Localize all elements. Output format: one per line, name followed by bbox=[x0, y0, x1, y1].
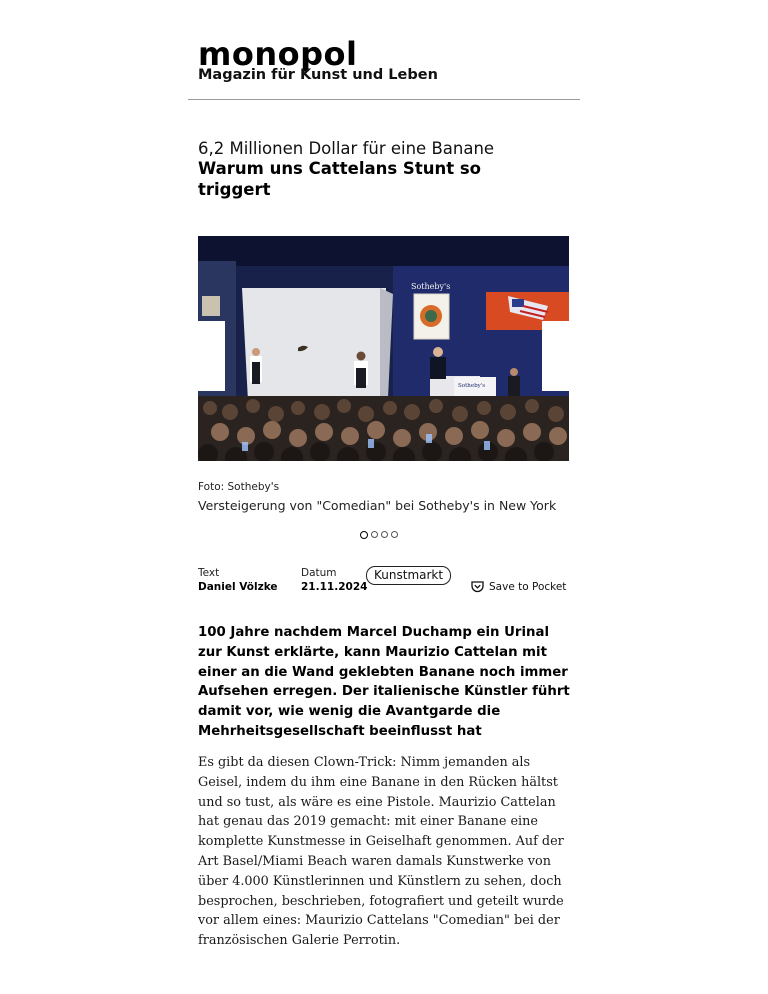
gallery-dot[interactable] bbox=[381, 531, 388, 538]
pocket-icon bbox=[470, 579, 485, 594]
site-logo[interactable]: monopol bbox=[198, 35, 358, 73]
author-label: Text bbox=[198, 567, 220, 579]
pocket-label: Save to Pocket bbox=[489, 580, 567, 593]
article-body: Es gibt da diesen Clown-Trick: Nimm jemanden als Geisel, indem du ihm eine Banane in den Rücken hältst und so tust, als wäre es eine Pistole. Maurizio Cattelan hat genau das 2019 gemacht: mit einer Banane eine komplette Kunstmesse in Geiselhaft genommen. Auf der Art Basel/Miami Beach waren damals Kunstwerke von über 4.000 Künstlerinnen und Künstlern zu sehen, doch besprochen, beschrieben, fotografiert und geteilt wurde vor allem eines: Maurizio Cattelans "Comedian" bei der französischen Galerie Perrotin. bbox=[198, 755, 564, 949]
auction-photo bbox=[198, 236, 569, 461]
author-name[interactable]: Daniel Völzke bbox=[198, 581, 278, 593]
gallery-dot[interactable] bbox=[371, 531, 378, 538]
photo-credit: Foto: Sotheby's bbox=[198, 481, 280, 493]
category-tag[interactable]: Kunstmarkt bbox=[366, 566, 451, 585]
hero-image[interactable] bbox=[198, 236, 569, 461]
podium-sign: Sotheby's bbox=[458, 383, 486, 389]
wall-sign: Sotheby's bbox=[411, 282, 451, 291]
article-headline: Warum uns Cattelans Stunt so triggert bbox=[198, 159, 481, 199]
gallery-pagination bbox=[360, 531, 398, 539]
header-divider bbox=[188, 99, 580, 100]
save-to-pocket-button[interactable] bbox=[470, 579, 566, 594]
site-tagline: Magazin für Kunst und Leben bbox=[198, 67, 438, 83]
date-label: Datum bbox=[301, 567, 337, 579]
article-lead: 100 Jahre nachdem Marcel Duchamp ein Urinal zur Kunst erklärte, kann Maurizio Cattelan mit einer an die Wand geklebten Banane noch immer Aufsehen erregen. Der italienische Künstler führt damit vor, wie wenig die Avantgarde die Mehrheitsgesellschaft beeinflusst hat bbox=[198, 625, 570, 739]
photo-caption: Versteigerung von "Comedian" bei Sotheby's in New York bbox=[198, 498, 557, 513]
publish-date: 21.11.2024 bbox=[301, 581, 368, 593]
article-kicker: 6,2 Millionen Dollar für eine Banane bbox=[198, 139, 495, 158]
gallery-dot[interactable] bbox=[391, 531, 398, 538]
gallery-dot[interactable] bbox=[360, 531, 368, 539]
